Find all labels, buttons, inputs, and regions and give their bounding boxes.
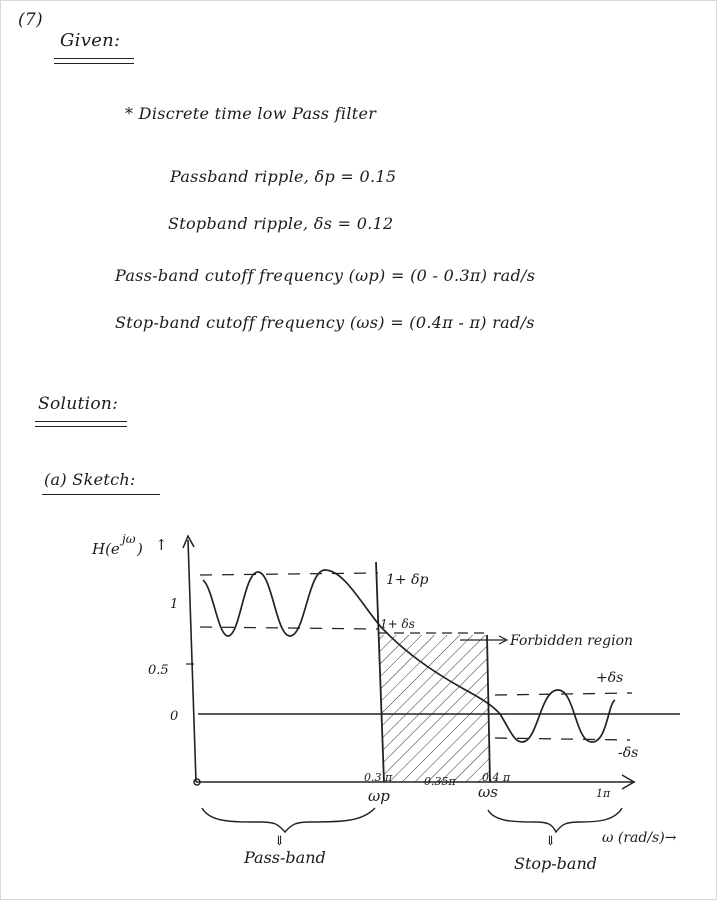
upper-bound-dashed: [200, 573, 378, 575]
stop-upper-bound-dashed: [495, 693, 632, 695]
y-axis-label-sup: jω: [122, 532, 136, 546]
passband-down-arrow: ⇓: [274, 834, 285, 849]
y-axis: [188, 540, 196, 782]
label-minus-ds: -δs: [618, 745, 639, 761]
passband-brace: [202, 808, 375, 832]
label-one-plus-ds: 1+ δs: [380, 617, 415, 631]
solution-heading: Solution:: [38, 394, 119, 414]
problem-number: (7): [18, 10, 43, 30]
passband-cutoff: Pass-band cutoff frequency (ωp) = (0 - 0.3π) rad/s: [115, 266, 536, 285]
lower-pass-bound-dashed: [200, 627, 378, 629]
forbidden-region: [378, 635, 490, 782]
label-forbidden-region: Forbidden region: [510, 633, 634, 649]
label-wp: ωp: [368, 787, 390, 805]
given-heading: Given:: [60, 30, 121, 51]
label-one-plus-dp: 1+ δp: [386, 572, 429, 588]
y-tick-0: 0: [170, 709, 179, 724]
given-bullet: * Discrete time low Pass filter: [125, 104, 377, 123]
x-axis-label: ω (rad/s)→: [602, 830, 677, 846]
part-a-heading: (a) Sketch:: [44, 470, 136, 489]
passband-label: Pass-band: [244, 848, 326, 867]
stopband-down-arrow: ⇓: [545, 834, 556, 849]
stopband-label: Stop-band: [514, 854, 597, 873]
y-axis-arrow-glyph: ↑: [155, 536, 168, 554]
y-tick-0-5: 0.5: [148, 663, 169, 678]
y-tick-1: 1: [170, 597, 179, 612]
stopband-cutoff: Stop-band cutoff frequency (ωs) = (0.4π - π) rad/s: [115, 313, 535, 332]
label-ws: ωs: [478, 783, 498, 801]
y-axis-label: H(e: [92, 540, 120, 558]
label-plus-ds: +δs: [596, 670, 624, 686]
stopband-brace: [488, 808, 622, 832]
y-axis-label-close: ): [137, 540, 143, 558]
x-tick-1pi: 1π: [596, 787, 611, 800]
x-tick-0-35pi: 0.35π: [424, 775, 456, 788]
x-tick-0-3pi: 0.3 π: [364, 771, 393, 784]
stopband-ripple: Stopband ripple, δs = 0.12: [168, 214, 394, 233]
passband-ripple: Passband ripple, δp = 0.15: [170, 167, 397, 186]
x-tick-0-4pi: 0.4 π: [482, 771, 511, 784]
